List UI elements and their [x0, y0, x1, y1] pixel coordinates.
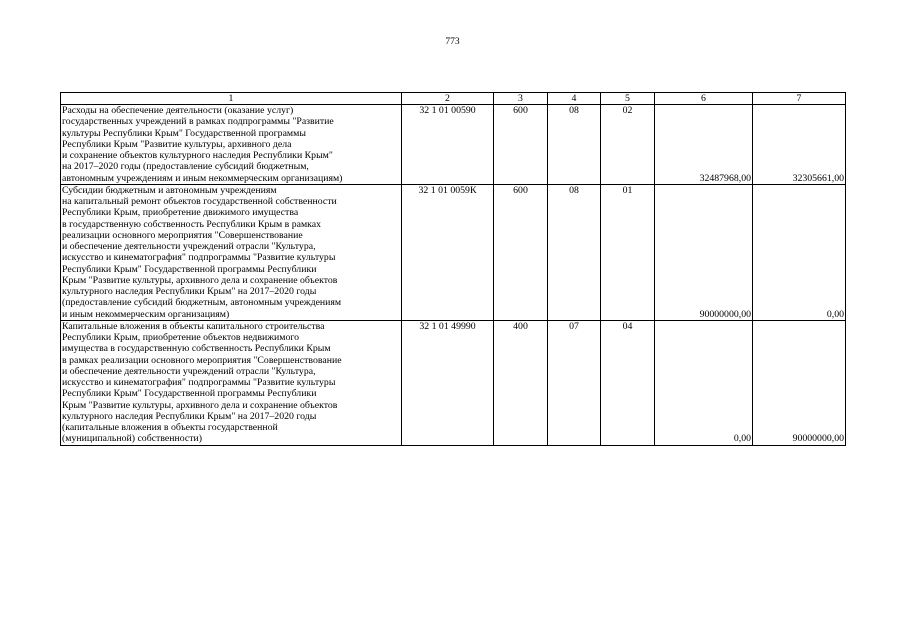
- description-line: культурного наследия Республики Крым" на 2017–2020 годы: [62, 286, 317, 297]
- expense-description: [61, 320, 402, 445]
- subsection-code: 01: [601, 184, 655, 320]
- amount-year-1: 32487968,00: [655, 105, 753, 185]
- amount-year-2: 32305661,00: [753, 105, 846, 185]
- expense-description: [61, 184, 402, 320]
- description-line: искусство и кинематография" подпрограммы "Развитие культуры: [62, 377, 336, 388]
- amount-year-2: 90000000,00: [753, 320, 846, 445]
- description-line: и иным некоммерческим организациям): [62, 308, 230, 320]
- program-code: 32 1 01 00590: [402, 105, 494, 185]
- column-header: 4: [548, 93, 601, 105]
- description-line: Расходы на обеспечение деятельности (оказание услуг): [62, 105, 294, 116]
- page-number: 773: [445, 37, 460, 47]
- description-line: Крым "Развитие культуры, архивного дела и сохранение объектов: [62, 274, 338, 286]
- description-line: реализации основного мероприятия "Совершенствование: [62, 229, 303, 241]
- table-row: [61, 105, 846, 185]
- description-line: Крым "Развитие культуры, архивного дела и сохранение объектов: [62, 399, 338, 411]
- description-line: на капитальный ремонт объектов государственной собственности: [62, 196, 337, 207]
- expense-type-code: 400: [494, 320, 548, 445]
- description-line: Республики Крым "Развитие культуры, архивного дела: [62, 138, 292, 150]
- column-header: 1: [61, 93, 402, 105]
- description-line: на 2017–2020 годы (предоставление субсидий бюджетным,: [62, 161, 309, 173]
- column-header: 6: [655, 93, 753, 105]
- description-line: культурного наследия Республики Крым" на 2017–2020 годы: [62, 410, 317, 422]
- expense-type-code: 600: [494, 105, 548, 185]
- column-header: 7: [753, 93, 846, 105]
- table-row: [61, 320, 846, 445]
- column-header: 3: [494, 93, 548, 105]
- budget-table: [60, 92, 846, 446]
- description-line: Республики Крым, приобретение объектов недвижимого: [62, 332, 300, 343]
- table-row: [61, 184, 846, 320]
- description-line: культуры Республики Крым" Государственной программы: [62, 127, 306, 139]
- description-line: автономным учреждениям и иным некоммерческим организациям): [62, 172, 343, 184]
- column-header: 5: [601, 93, 655, 105]
- description-line: (предоставление субсидий бюджетным, автономным учреждениям: [62, 297, 342, 309]
- header-row: [61, 93, 846, 105]
- column-header: 2: [402, 93, 494, 105]
- section-code: 08: [548, 184, 601, 320]
- description-line: в рамках реализации основного мероприятия "Совершенствование: [62, 354, 342, 366]
- section-code: 07: [548, 320, 601, 445]
- description-line: и сохранение объектов культурного наследия Республики Крым": [62, 150, 333, 161]
- description-line: имущества в государственную собственность Республики Крым: [62, 343, 331, 355]
- description-line: (муниципальной) собственности): [62, 433, 203, 445]
- description-line: Капитальные вложения в объекты капитального строительства: [62, 320, 325, 332]
- description-line: и обеспечение деятельности учреждений отрасли "Культура,: [62, 365, 316, 377]
- expense-type-code: 600: [494, 184, 548, 320]
- description-line: Республики Крым, приобретение движимого имущества: [62, 207, 299, 219]
- description-line: Республики Крым" Государственной программы Республики: [62, 388, 317, 400]
- description-line: государственных учреждений в рамках подпрограммы "Развитие: [62, 116, 334, 128]
- description-line: (капитальные вложения в объекты государственной: [62, 422, 278, 433]
- amount-year-1: 90000000,00: [655, 184, 753, 320]
- description-line: Республики Крым" Государственной программы Республики: [62, 263, 317, 275]
- program-code: 32 1 01 0059К: [402, 184, 494, 320]
- section-code: 08: [548, 105, 601, 185]
- description-line: и обеспечение деятельности учреждений отрасли "Культура,: [62, 241, 316, 252]
- subsection-code: 02: [601, 105, 655, 185]
- description-line: искусство и кинематография" подпрограммы "Развитие культуры: [62, 252, 336, 264]
- description-line: в государственную собственность Республики Крым в рамках: [62, 218, 322, 230]
- program-code: 32 1 01 49990: [402, 320, 494, 445]
- expense-description: [61, 105, 402, 185]
- description-line: Субсидии бюджетным и автономным учреждениям: [62, 184, 277, 196]
- subsection-code: 04: [601, 320, 655, 445]
- amount-year-1: 0,00: [655, 320, 753, 445]
- amount-year-2: 0,00: [753, 184, 846, 320]
